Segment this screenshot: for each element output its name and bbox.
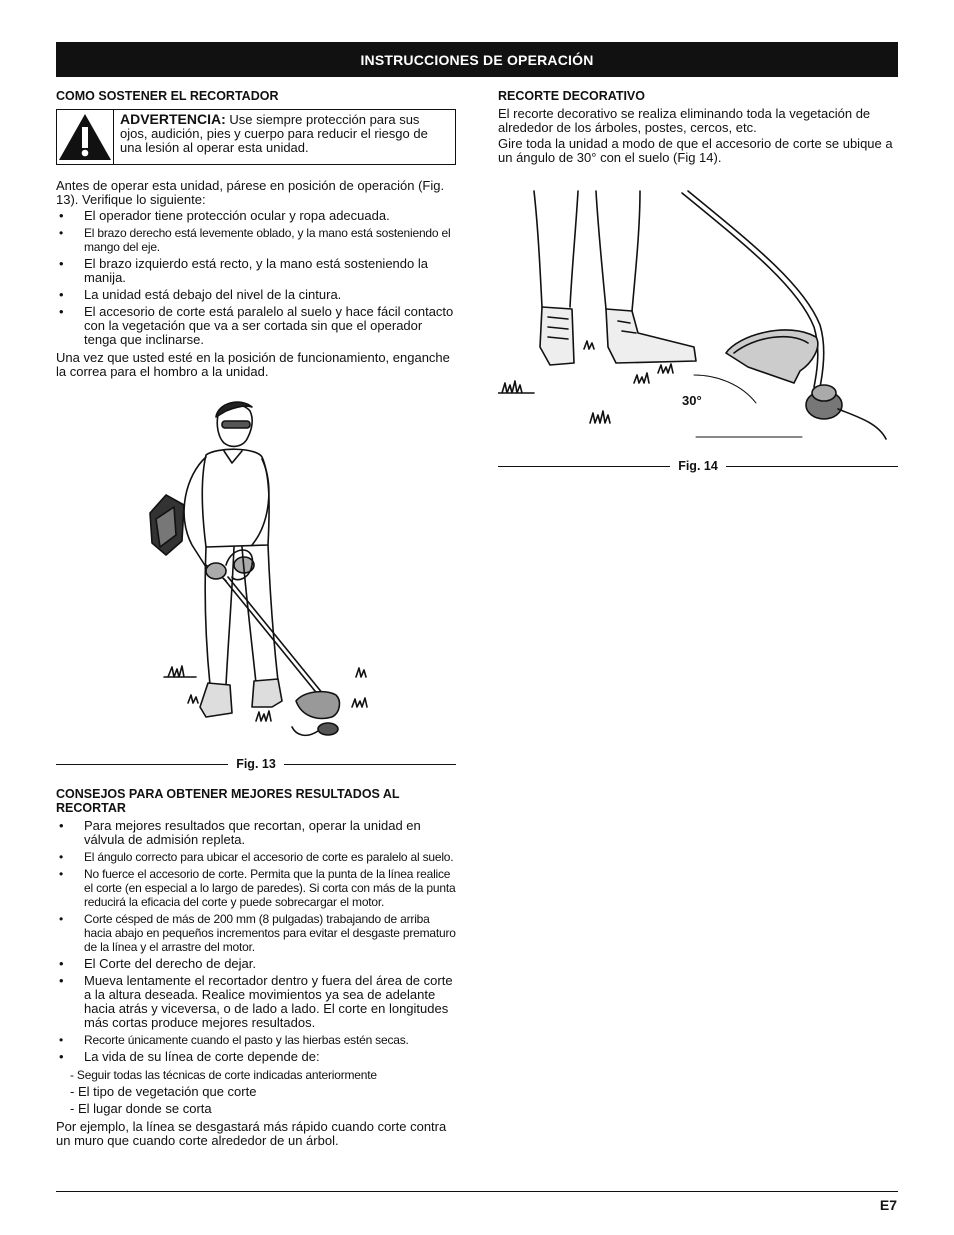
warning-box (56, 109, 456, 165)
fig13-label: Fig. 13 (236, 757, 276, 771)
figure-14-caption (498, 459, 898, 473)
closing-paragraph: Por ejemplo, la línea se desgastará más rápido cuando corte contra un muro que cuando corte alrededor de un árbol. (56, 1119, 447, 1148)
angled-trimming-illustration (498, 187, 898, 457)
warning-text (114, 110, 455, 164)
left-column (56, 89, 456, 1150)
warning-triangle-icon (57, 110, 114, 164)
list-item: • La unidad está debajo del nivel de la cintura. (56, 288, 456, 302)
tips-list (56, 819, 456, 1064)
right-column (498, 89, 898, 473)
list-item: • No fuerce el accesorio de corte. Permita que la punta de la línea realice el corte (en especial a lo largo de paredes). Si corta con más de la punta reducirá la eficacia del corte y puede sobrecargar el motor. (56, 867, 456, 909)
list-item: • Para mejores resultados que recortan, operar la unidad en válvula de admisión repleta. (56, 819, 456, 847)
heading-tips: CONSEJOS PARA OBTENER MEJORES RESULTADOS AL RECORTAR (56, 787, 400, 815)
list-item: • El brazo izquierdo está recto, y la mano está sosteniendo la manija. (56, 257, 456, 285)
section-banner (56, 42, 898, 77)
checklist (56, 209, 456, 347)
list-item: • Mueva lentamente el recortador dentro y fuera del área de corte a la altura deseada. Realice movimientos ya sea de adelante hacia atrás y viceversa, o de lado a lado. El corte en longitudes más cortas produce mejores resultados. (56, 974, 456, 1030)
heading-decorative-trimming: RECORTE DECORATIVO (498, 89, 645, 103)
list-item: • Corte césped de más de 200 mm (8 pulgadas) trabajando de arriba hacia abajo en pequeños incrementos para evitar el desgaste prematuro de la línea y el arrastre del motor. (56, 912, 456, 954)
shoulder-strap-paragraph: Una vez que usted esté en la posición de funcionamiento, enganche la correa para el hombro a la unidad. (56, 350, 450, 379)
decorative-paragraph-2: Gire toda la unidad a modo de que el accesorio de corte se ubique a un ángulo de 30° con el suelo (Fig 14). (498, 136, 893, 165)
list-item: • El brazo derecho está levemente oblado, y la mano está sosteniendo el mango del eje. (56, 226, 456, 254)
list-item: - El tipo de vegetación que corte (70, 1084, 257, 1099)
decorative-paragraph-1: El recorte decorativo se realiza eliminando toda la vegetación de alrededor de los árboles, postes, cercos, etc. (498, 106, 871, 135)
intro-paragraph: Antes de operar esta unidad, párese en posición de operación (Fig. 13). Verifique lo siguiente: (56, 178, 445, 207)
list-item: • El accesorio de corte está paralelo al suelo y hace fácil contacto con la vegetación que va a ser cortada sin que el operador tenga que inclinarse. (56, 305, 456, 347)
section-title: INSTRUCCIONES DE OPERACIÓN (360, 51, 594, 68)
list-item: • El Corte del derecho de dejar. (56, 957, 456, 971)
list-item: • El operador tiene protección ocular y ropa adecuada. (56, 209, 456, 223)
list-item: - Seguir todas las técnicas de corte indicadas anteriormente (70, 1068, 377, 1082)
warning-label: ADVERTENCIA: (120, 111, 226, 127)
operator-illustration (56, 395, 456, 755)
figure-13-caption (56, 757, 456, 771)
figure-13 (56, 395, 456, 755)
warning-message: Use siempre protección para sus ojos, audición, pies y cuerpo para reducir el riesgo de una lesión al operar esta unidad. (120, 112, 428, 155)
list-item: - El lugar donde se corta (70, 1101, 212, 1116)
line-life-factors (70, 1068, 456, 1116)
list-item: • Recorte únicamente cuando el pasto y las hierbas estén secas. (56, 1033, 456, 1047)
list-item: • La vida de su línea de corte depende de: (56, 1050, 456, 1064)
page-number: E7 (879, 1197, 897, 1213)
figure-14 (498, 187, 898, 457)
heading-holding-trimmer: COMO SOSTENER EL RECORTADOR (56, 89, 279, 103)
footer-rule (56, 1191, 898, 1192)
angle-label: 30° (682, 393, 702, 408)
list-item: • El ángulo correcto para ubicar el accesorio de corte es paralelo al suelo. (56, 850, 456, 864)
fig14-label: Fig. 14 (678, 459, 718, 473)
